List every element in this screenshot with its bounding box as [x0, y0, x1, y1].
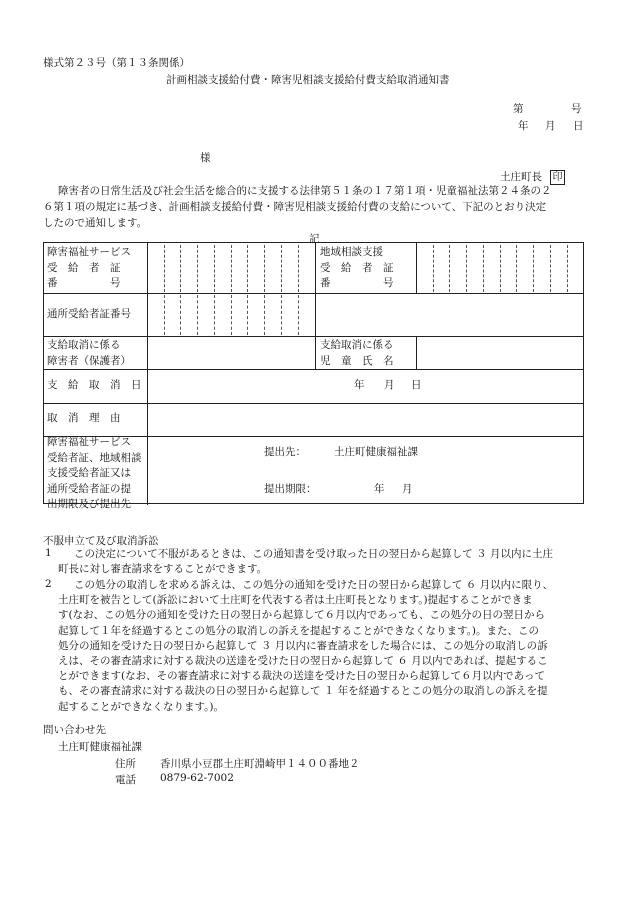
appeal-line: 起することができなくなります。)。 [58, 700, 225, 713]
label-line: 番 号 [320, 277, 394, 289]
appeal-item-1 [58, 547, 588, 577]
label-line: 児 童 氏 名 [320, 354, 394, 367]
doc-no-go: 号 [571, 103, 582, 115]
label-line: 地域相談支援 [320, 246, 383, 258]
digit-divider [180, 245, 181, 292]
appeal-line: えは、その審査請求に対する裁決の送達を受けた日の翌日から起算して ６ 月以内であれば、提起するこ [58, 655, 548, 668]
label-line: 障害者（保護者） [47, 354, 131, 367]
digit-divider [197, 245, 198, 292]
digit-divider [231, 245, 232, 292]
appeal-line: 処分の通知を受けた日の翌日から起算して ３ 月以内に審査請求をした場合には、この処分の取消しの訴 [58, 639, 548, 652]
label-line: 通所受給者証の提 [47, 482, 131, 495]
contact-dept: 土庄町健康福祉課 [58, 741, 142, 753]
reason-label: 取 消 理 由 [47, 412, 121, 424]
date-nen: 年 [518, 120, 529, 132]
doc-no-dai: 第 [513, 103, 524, 115]
digit-divider [483, 245, 484, 292]
row-divider [44, 369, 583, 370]
digit-divider [197, 295, 198, 335]
notice-table [43, 242, 584, 510]
contact-address-value: 香川県小豆郡土庄町淵崎甲１４００番地２ [160, 758, 360, 770]
appeal-heading: 不服申立て及び取消訴訟 [43, 535, 159, 547]
chiiki-number-label [320, 245, 414, 292]
digit-divider [164, 245, 165, 292]
digit-divider [298, 245, 299, 292]
label-line: 支給取消に係る [47, 339, 121, 351]
digit-divider [164, 295, 165, 335]
torikeshi-date-nen: 年 [354, 379, 365, 391]
date-tsuki: 月 [545, 120, 556, 132]
appeal-line: とができます(なお、その審査請求に対する裁決の送達を受けた日の翌日から起算して６月以内であって [58, 670, 545, 683]
digit-divider [247, 295, 248, 335]
digit-divider [281, 295, 282, 335]
tsusho-number-label: 通所受給者証番号 [47, 308, 131, 320]
child-name-label [320, 338, 394, 369]
appeal-item-2-number: 2 [45, 578, 52, 590]
submit-to-value: 土庄町健康福祉課 [334, 446, 418, 458]
digit-divider [516, 245, 517, 292]
label-line: 出期限及び提出先 [47, 498, 131, 510]
date-hi: 日 [573, 120, 584, 132]
col-divider [416, 243, 417, 294]
digit-divider [466, 245, 467, 292]
label-line: 受 給 者 証 [47, 261, 121, 274]
digit-divider [433, 245, 434, 292]
appeal-line: 町長に対し審査請求をすることができます。 [58, 563, 268, 576]
digit-divider [264, 245, 265, 292]
addressee-sama: 様 [200, 152, 211, 164]
row-divider [44, 403, 583, 404]
form-number: 様式第２３号（第１３条関係） [43, 57, 190, 69]
document-title: 計画相談支援給付費・障害児相談支援給付費支給取消通知書 [166, 74, 450, 86]
torikeshi-date-hi: 日 [411, 379, 422, 391]
col-divider [416, 336, 417, 370]
appeal-item-2 [58, 578, 588, 715]
seal-stamp: 印 [550, 170, 565, 185]
digit-divider [180, 295, 181, 335]
torikeshi-date-tsuki: 月 [384, 379, 395, 391]
contact-tel-label: 電話 [115, 774, 136, 786]
deadline-label: 提出期限： [264, 483, 317, 495]
torikeshi-person-label [47, 338, 131, 369]
col-divider [315, 243, 316, 370]
intro-line-1: 障害者の日常生活及び社会生活を総合的に支援する法律第５１条の１７第１項・児童福祉法第２４条の２ [58, 185, 552, 197]
service-number-label [47, 245, 145, 292]
row-divider [44, 336, 583, 337]
submit-label [47, 435, 145, 513]
digit-divider [533, 245, 534, 292]
row-divider [44, 293, 583, 294]
appeal-item-1-number: 1 [45, 547, 52, 559]
label-line: 障害福祉サービス [47, 436, 131, 448]
digit-divider [214, 295, 215, 335]
appeal-line: も、その審査請求に対する裁決の日の翌日から起算して １ 年を経過するとこの処分の取消しの訴えを提 [58, 685, 548, 698]
contact-address-label: 住所 [115, 758, 136, 770]
deadline-tsuki: 月 [402, 483, 413, 495]
submit-to-label: 提出先： [264, 446, 306, 458]
label-line: 障害福祉サービス [47, 246, 131, 258]
label-line: 支給取消に係る [320, 339, 394, 351]
appeal-line: 起算して１年を経過するとこの処分の取消しの訴えを提起することができなくなります。)。また、この [58, 624, 540, 637]
digit-divider [231, 295, 232, 335]
label-line: 番 号 [47, 277, 121, 289]
sender-name: 土庄町長 [500, 171, 542, 183]
col-divider [147, 243, 148, 505]
digit-divider [567, 245, 568, 292]
intro-line-3: したので通知します。 [43, 217, 148, 229]
digit-divider [500, 245, 501, 292]
appeal-line: 土庄町を被告として(訴訟において土庄町を代表する者は土庄町長となります。)提起することができま [58, 594, 533, 607]
digit-divider [247, 245, 248, 292]
appeal-line: この決定について不服があるときは、この通知書を受け取った日の翌日から起算して ３ 月以内に土庄 [74, 548, 553, 560]
digit-divider [449, 245, 450, 292]
ki-heading: 記 [309, 233, 320, 245]
label-line: 支援受給者証又は [47, 467, 131, 479]
torikeshi-date-label: 支 給 取 消 日 [47, 379, 142, 391]
appeal-line: す(なお、この処分の通知を受けた日の翌日から起算して６月以内であっても、この処分の日の翌日から [58, 609, 545, 622]
contact-tel-value: 0879-62-7002 [160, 772, 234, 784]
digit-divider [281, 245, 282, 292]
deadline-nen: 年 [374, 483, 385, 495]
label-line: 受給者証、地域相談 [47, 451, 142, 464]
label-line: 受 給 者 証 [320, 261, 394, 274]
contact-heading: 問い合わせ先 [43, 724, 106, 736]
appeal-line: この処分の取消しを求める訴えは、この処分の通知を受けた日の翌日から起算して ６ 月以内に限り、 [74, 579, 554, 591]
digit-divider [264, 295, 265, 335]
digit-divider [550, 245, 551, 292]
digit-divider [214, 245, 215, 292]
digit-divider [298, 295, 299, 335]
intro-line-2: ６第１項の規定に基づき、計画相談支援給付費・障害児相談支援給付費の支給について、下記のとおり決定 [43, 201, 547, 213]
